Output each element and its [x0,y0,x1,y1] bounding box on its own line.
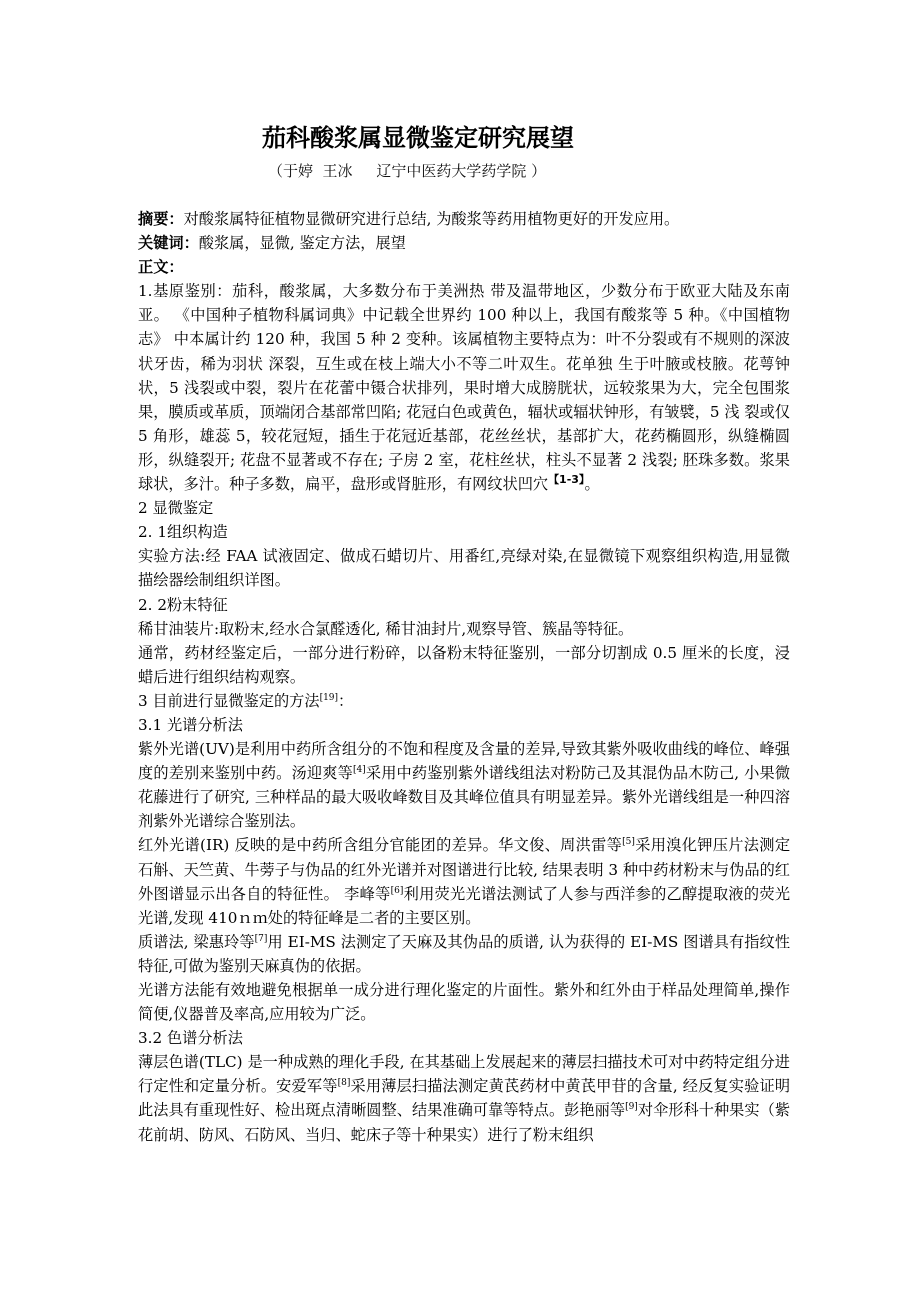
citation: [4] [352,765,366,776]
section-2-1-paragraph: 实验方法:经 FAA 试液固定、做成石蜡切片、用番红,亮绿对染,在显微镜下观察组织构造,用显微描绘器绘制组织详图。 [138,547,790,590]
keywords-text: 酸浆属，显微, 鉴定方法，展望 [198,234,406,253]
abstract-label: 摘要： [138,210,184,228]
body-label: 正文： [138,258,184,277]
document-body [138,207,790,1147]
tlc-paragraph: 薄层色谱(TLC) 是一种成熟的理化手段, 在其基础上发展起来的薄层扫描技术可对中药特定组分进行定性和定量分析。安爱军等[8]采用薄层扫描法测定黄芪药材中黄芪甲苷的含量, 经反复实验证明此法具有重现性好、检出斑点清晰圆整、结果准确可靠等特点。彭艳丽等[9]对伞形科十种果实（紫花前胡、防风、石防风、当归、蛇床子等十种果实）进行了粉末组织 [138,1053,791,1144]
section-2-heading: 2 显微鉴定 [138,499,214,518]
section-2-1-heading: 2. 1组织构造 [138,523,228,542]
ir-paragraph: 红外光谱(IR) 反映的是中药所含组分官能团的差异。华文俊、周洪雷等[5]采用溴化钾压片法测定石斛、天竺黄、牛蒡子与伪品的红外光谱并对图谱进行比较, 结果表明 3 种中药材粉末与伪品的红外图谱显示出各自的特征性。 李峰等[6]利用荧光光谱法测试了人参与西洋参的乙醇提取液的荧光光谱,发现 410ｎｍ处的特征峰是二者的主要区别。 [138,836,791,927]
abstract [138,207,790,231]
section-3-1-heading: 3.1 光谱分析法 [138,715,243,734]
spectrum-summary-paragraph: 光谱方法能有效地避免根据单一成分进行理化鉴定的片面性。紫外和红外由于样品处理简单,操作简便,仪器普及率高,应用较为广泛。 [138,981,790,1024]
citation: [9] [625,1102,638,1113]
keywords [138,231,790,255]
citation: 【1-3】 [548,472,585,486]
section-2-2-paragraph-2: 通常，药材经鉴定后，一部分进行粉碎，以备粉末特征鉴别，一部分切割成 0.5 厘米的长度，浸蜡后进行组织结构观察。 [138,643,790,686]
section-2-2-heading: 2. 2粉末特征 [138,595,228,614]
citation: [7] [254,933,268,944]
author-line: （于婷 王冰 辽宁中医药大学药学院 ） [268,162,547,180]
section-2-2-paragraph-1: 稀甘油装片:取粉末,经水合氯醛透化, 稀甘油封片,观察导管、簇晶等特征。 [138,619,634,638]
keywords-label: 关键词： [138,234,199,253]
uv-paragraph: 紫外光谱(UV)是利用中药所含组分的不饱和程度及含量的差异,导致其紫外吸收曲线的峰位、峰强度的差别来鉴别中药。汤迎爽等[4]采用中药鉴别紫外谱线组法对粉防己及其混伪品木防己, 小果微花藤进行了研究, 三种样品的最大吸收峰数目及其峰位值具有明显差异。紫外光谱线组是一种四溶剂紫外光谱综合鉴别法。 [138,740,791,831]
citation: [19] [319,692,339,703]
section-1-paragraph: 1.基原鉴别：茄科，酸浆属，大多数分布于美洲热 带及温带地区，少数分布于欧亚大陆及东南亚。 《中国种子植物科属词典》中记载全世界约 100 种以上，我国有酸浆等 5 种。《中国植物志》 中本属计约 120 种，我国 5 种 2 变种。该属植物主要特点为：叶不分裂或有不规则的深波状牙齿，稀为羽状 深裂，互生或在枝上端大小不等二叶双生。花单独 生于叶腋或枝腋。花萼钟状，5 浅裂或中裂，裂片在花蕾中镊合状排列，果时增大成膀胱状，远较浆果为大，完全包围浆果，膜质或革质，顶端闭合基部常凹陷; 花冠白色或黄色，辐状或辐状钟形，有皱襞，5 浅 裂或仅 5 角形，雄蕊 5，较花冠短，插生于花冠近基部，花丝丝状，基部扩大，花药椭圆形，纵缝椭圆形，纵缝裂开; 花盘不显著或不存在; 子房 2 室，花柱丝状，柱头不显著 2 浅裂; 胚珠多数。浆果球状，多汁。种子多数，扁平，盘形或肾脏形，有网纹状凹穴$^{【1-3】}$。 [138,282,790,494]
citation: [6] [390,885,404,896]
section-3-heading: 3 目前进行显微鉴定的方法[19]： [138,691,354,710]
ms-paragraph: 质谱法, 梁惠玲等[7]用 EI-MS 法测定了天麻及其伪品的质谱, 认为获得的 EI-MS 图谱具有指纹性特征,可做为鉴别天麻真伪的依据。 [138,932,791,975]
abstract-text: 对酸浆属特征植物显微研究进行总结, 为酸浆等药用植物更好的开发应用。 [183,210,680,228]
section-3-2-heading: 3.2 色谱分析法 [138,1029,243,1048]
citation: [8] [337,1078,351,1089]
citation: [5] [622,837,635,848]
page-title: 茄科酸浆属显微鉴定研究展望 [262,124,574,152]
